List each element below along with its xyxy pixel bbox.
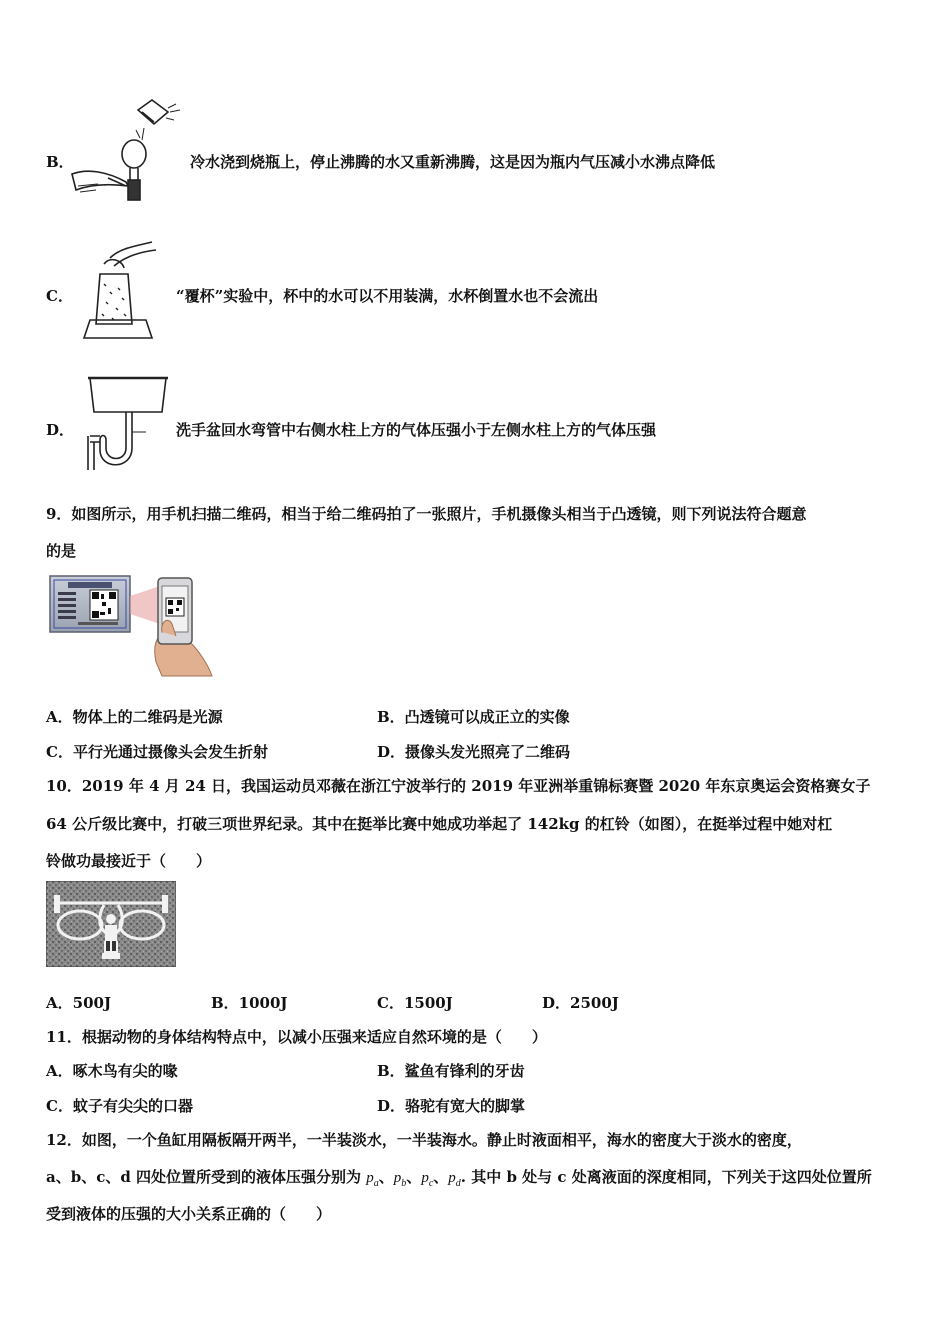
q12-stem-line2: a、b、c、d 四处位置所受到的液体压强分别为 $p_a$、$p_b$、$p_c$、$p_d$. 其中 b 处与 c 处离液面的深度相同，下列关于这四处位置所 — [46, 1168, 872, 1189]
q11-stem: 11．根据动物的身体结构特点中，以减小压强来适应自然环境的是（ ） — [46, 1028, 547, 1046]
q10-stem-line3: 铃做功最接近于（ ） — [46, 852, 212, 870]
pressure-p-a: $p_a$ — [366, 1170, 379, 1189]
q11-option-b: B．鲨鱼有锋利的牙齿 — [377, 1062, 525, 1080]
pressure-p-d: $p_d$ — [448, 1170, 461, 1189]
q10-stem-line2: 64 公斤级比赛中，打破三项世界纪录。其中在挺举比赛中她成功举起了 142kg 的杠铃（如图），在挺举过程中她对杠 — [46, 815, 833, 833]
pressure-p-c: $p_c$ — [421, 1170, 434, 1189]
flask-cold-water-figure — [68, 98, 183, 208]
q12-line2-suffix: . 其中 b 处与 c 处离液面的深度相同，下列关于这四处位置所 — [460, 1168, 872, 1186]
q8-option-d-text: 洗手盆回水弯管中右侧水柱上方的气体压强小于左侧水柱上方的气体压强 — [176, 421, 657, 439]
q9-option-d: D．摄像头发光照亮了二维码 — [377, 743, 571, 761]
q8-option-c-text: “覆杯”实验中，杯中的水可以不用装满，水杯倒置水也不会流出 — [176, 287, 599, 305]
q10-stem-line1: 10．2019 年 4 月 24 日，我国运动员邓薇在浙江宁波举行的 2019 年亚洲举重锦标赛暨 2020 年东京奥运会资格赛女子 — [46, 777, 871, 795]
q10-option-d: D．2500J — [542, 994, 619, 1012]
q10-option-b: B．1000J — [211, 994, 288, 1012]
q9-option-c: C．平行光通过摄像头会发生折射 — [46, 743, 268, 761]
q12-stem-line3: 受到液体的压强的大小关系正确的（ ） — [46, 1205, 332, 1223]
q8-option-d-letter: D． — [46, 421, 75, 439]
q8-option-c-letter: C． — [46, 287, 73, 305]
q10-option-c: C．1500J — [377, 994, 453, 1012]
inverted-cup-figure — [80, 238, 160, 350]
weightlifter-figure — [46, 881, 176, 967]
q8-option-b-letter: B． — [46, 153, 74, 171]
pressure-p-b: $p_b$ — [393, 1170, 407, 1189]
q11-option-d: D．骆驼有宽大的脚掌 — [377, 1097, 526, 1115]
q9-option-a: A．物体上的二维码是光源 — [46, 708, 223, 726]
phone-scan-qr-figure — [48, 572, 218, 680]
q12-stem-line1: 12．如图，一个鱼缸用隔板隔开两半，一半装淡水，一半装海水。静止时液面相平，海水的密度大于淡水的密度， — [46, 1131, 802, 1149]
q9-stem-line2: 的是 — [46, 542, 77, 560]
q9-stem-line1: 9．如图所示，用手机扫描二维码，相当于给二维码拍了一张照片，手机摄像头相当于凸透镜，则下列说法符合题意 — [46, 505, 807, 523]
q12-line2-prefix: a、b、c、d 四处位置所受到的液体压强分别为 — [46, 1168, 367, 1186]
q9-option-b: B．凸透镜可以成正立的实像 — [377, 708, 570, 726]
sink-trap-figure — [82, 370, 172, 474]
q8-option-b-text: 冷水浇到烧瓶上，停止沸腾的水又重新沸腾，这是因为瓶内气压减小水沸点降低 — [190, 153, 716, 171]
q10-option-a: A．500J — [46, 994, 112, 1012]
q11-option-a: A．啄木鸟有尖的喙 — [46, 1062, 178, 1080]
q11-option-c: C．蚊子有尖尖的口器 — [46, 1097, 193, 1115]
